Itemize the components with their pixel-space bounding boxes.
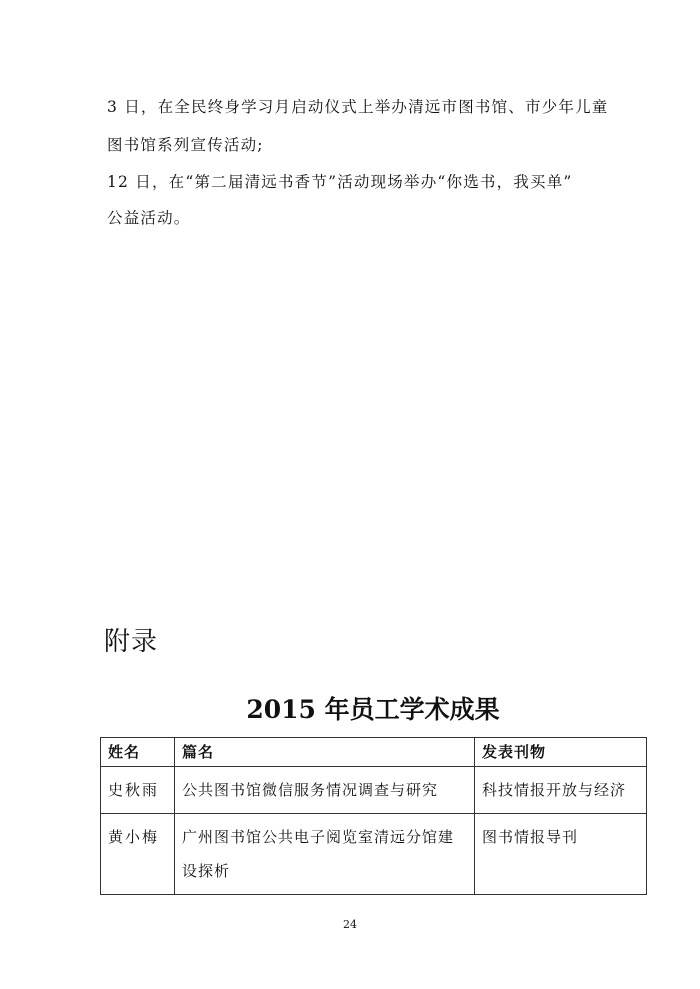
page-number: 24 bbox=[343, 918, 357, 931]
cell-article: 广州图书馆公共电子阅览室清远分馆建设探析 bbox=[175, 814, 475, 895]
cell-author: 史秋雨 bbox=[101, 767, 175, 814]
cell-article: 公共图书馆微信服务情况调查与研究 bbox=[175, 767, 475, 814]
header-journal: 发表刊物 bbox=[475, 738, 647, 767]
cell-journal: 图书情报导刊 bbox=[475, 814, 647, 895]
event-12-line-1: 12 日，在“第二届清远书香节”活动现场举办“你选书，我买单” bbox=[107, 173, 573, 191]
cell-journal: 科技情报开放与经济 bbox=[475, 767, 647, 814]
achievements-title: 2015 年员工学术成果 bbox=[246, 695, 500, 724]
header-author: 姓名 bbox=[101, 738, 175, 767]
event-3-line-2: 图书馆系列宣传活动; bbox=[107, 136, 264, 154]
table-header-row bbox=[101, 738, 647, 767]
header-article: 篇名 bbox=[175, 738, 475, 767]
event-12-line-2: 公益活动。 bbox=[107, 209, 191, 227]
appendix-heading: 附录 bbox=[104, 627, 159, 657]
achievements-table bbox=[100, 737, 647, 895]
table-row bbox=[101, 814, 647, 895]
table-row bbox=[101, 767, 647, 814]
event-3-line-1: 3 日，在全民终身学习月启动仪式上举办清远市图书馆、市少年儿童 bbox=[107, 98, 609, 116]
cell-author: 黄小梅 bbox=[101, 814, 175, 895]
